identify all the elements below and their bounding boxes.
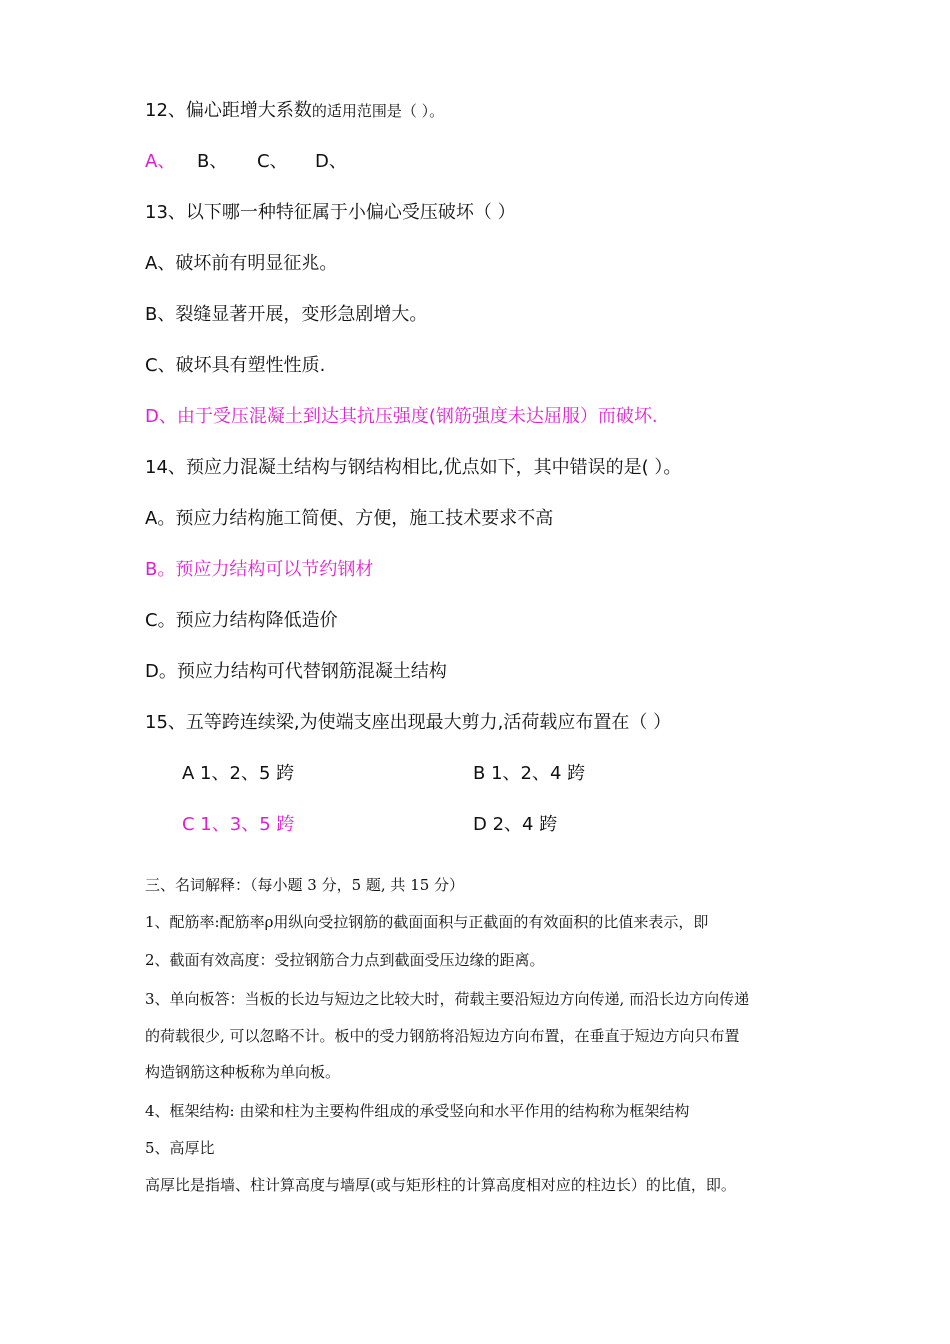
definition-line: 的荷载很少, 可以忽略不计。板中的受力钢筋将沿短边方向布置，在垂直于短边方向只布置 [145,1027,740,1045]
question-12-stem-tail: 的适用范围是（ ）。 [311,102,445,120]
definition-line: 5、高厚比 [145,1139,215,1157]
question-14-stem: 14、预应力混凝土结构与钢结构相比,优点如下，其中错误的是( ）。 [145,457,682,478]
question-13-option-c: C、破坏具有塑性性质. [145,355,326,376]
section-3-heading: 三、名词解释：（每小题 3 分，5 题, 共 15 分） [145,876,465,894]
question-13-option-b: B、裂缝显著开展，变形急剧增大。 [145,304,428,325]
question-15-option-a: A 1、2、5 跨 [182,763,295,784]
question-12-option-d: D、 [315,151,347,172]
question-12-option-b: B、 [197,151,228,172]
question-14-option-a: A。预应力结构施工简便、方便，施工技术要求不高 [145,508,554,529]
question-13-option-a: A、破坏前有明显征兆。 [145,253,338,274]
question-12-option-c: C、 [257,151,288,172]
definition-line: 高厚比是指墙、柱计算高度与墙厚(或与矩形柱的计算高度相对应的柱边长）的比值，即。 [145,1176,736,1194]
definition-line: 2、截面有效高度：受拉钢筋合力点到截面受压边缘的距离。 [145,951,545,969]
question-13-stem: 13、以下哪一种特征属于小偏心受压破坏（ ） [145,202,516,223]
question-15-option-b: B 1、2、4 跨 [473,763,586,784]
question-15-option-d: D 2、4 跨 [473,814,558,835]
question-14-option-b: B。预应力结构可以节约钢材 [145,559,374,580]
question-15-option-c: C 1、3、5 跨 [182,814,295,835]
question-12-stem [145,99,444,123]
question-14-option-d: D。预应力结构可代替钢筋混凝土结构 [145,661,447,682]
question-14-option-c: C。预应力结构降低造价 [145,610,338,631]
question-12-stem-main: 12、偏心距增大系数 [145,100,312,121]
definition-line: 构造钢筋这种板称为单向板。 [145,1063,341,1081]
question-15-stem: 15、五等跨连续梁,为使端支座出现最大剪力,活荷载应布置在（ ） [145,712,672,733]
definition-line: 4、框架结构: 由梁和柱为主要构件组成的承受竖向和水平作用的结构称为框架结构 [145,1102,690,1120]
definition-line: 1、配筋率:配筋率ρ用纵向受拉钢筋的截面面积与正截面的有效面积的比值来表示，即 [145,913,709,931]
question-13-option-d: D、由于受压混凝土到达其抗压强度(钢筋强度未达屈服）而破坏. [145,406,658,427]
question-12-option-a: A、 [145,151,176,172]
definition-line: 3、单向板答：当板的长边与短边之比较大时，荷载主要沿短边方向传递, 而沿长边方向传递 [145,990,750,1008]
